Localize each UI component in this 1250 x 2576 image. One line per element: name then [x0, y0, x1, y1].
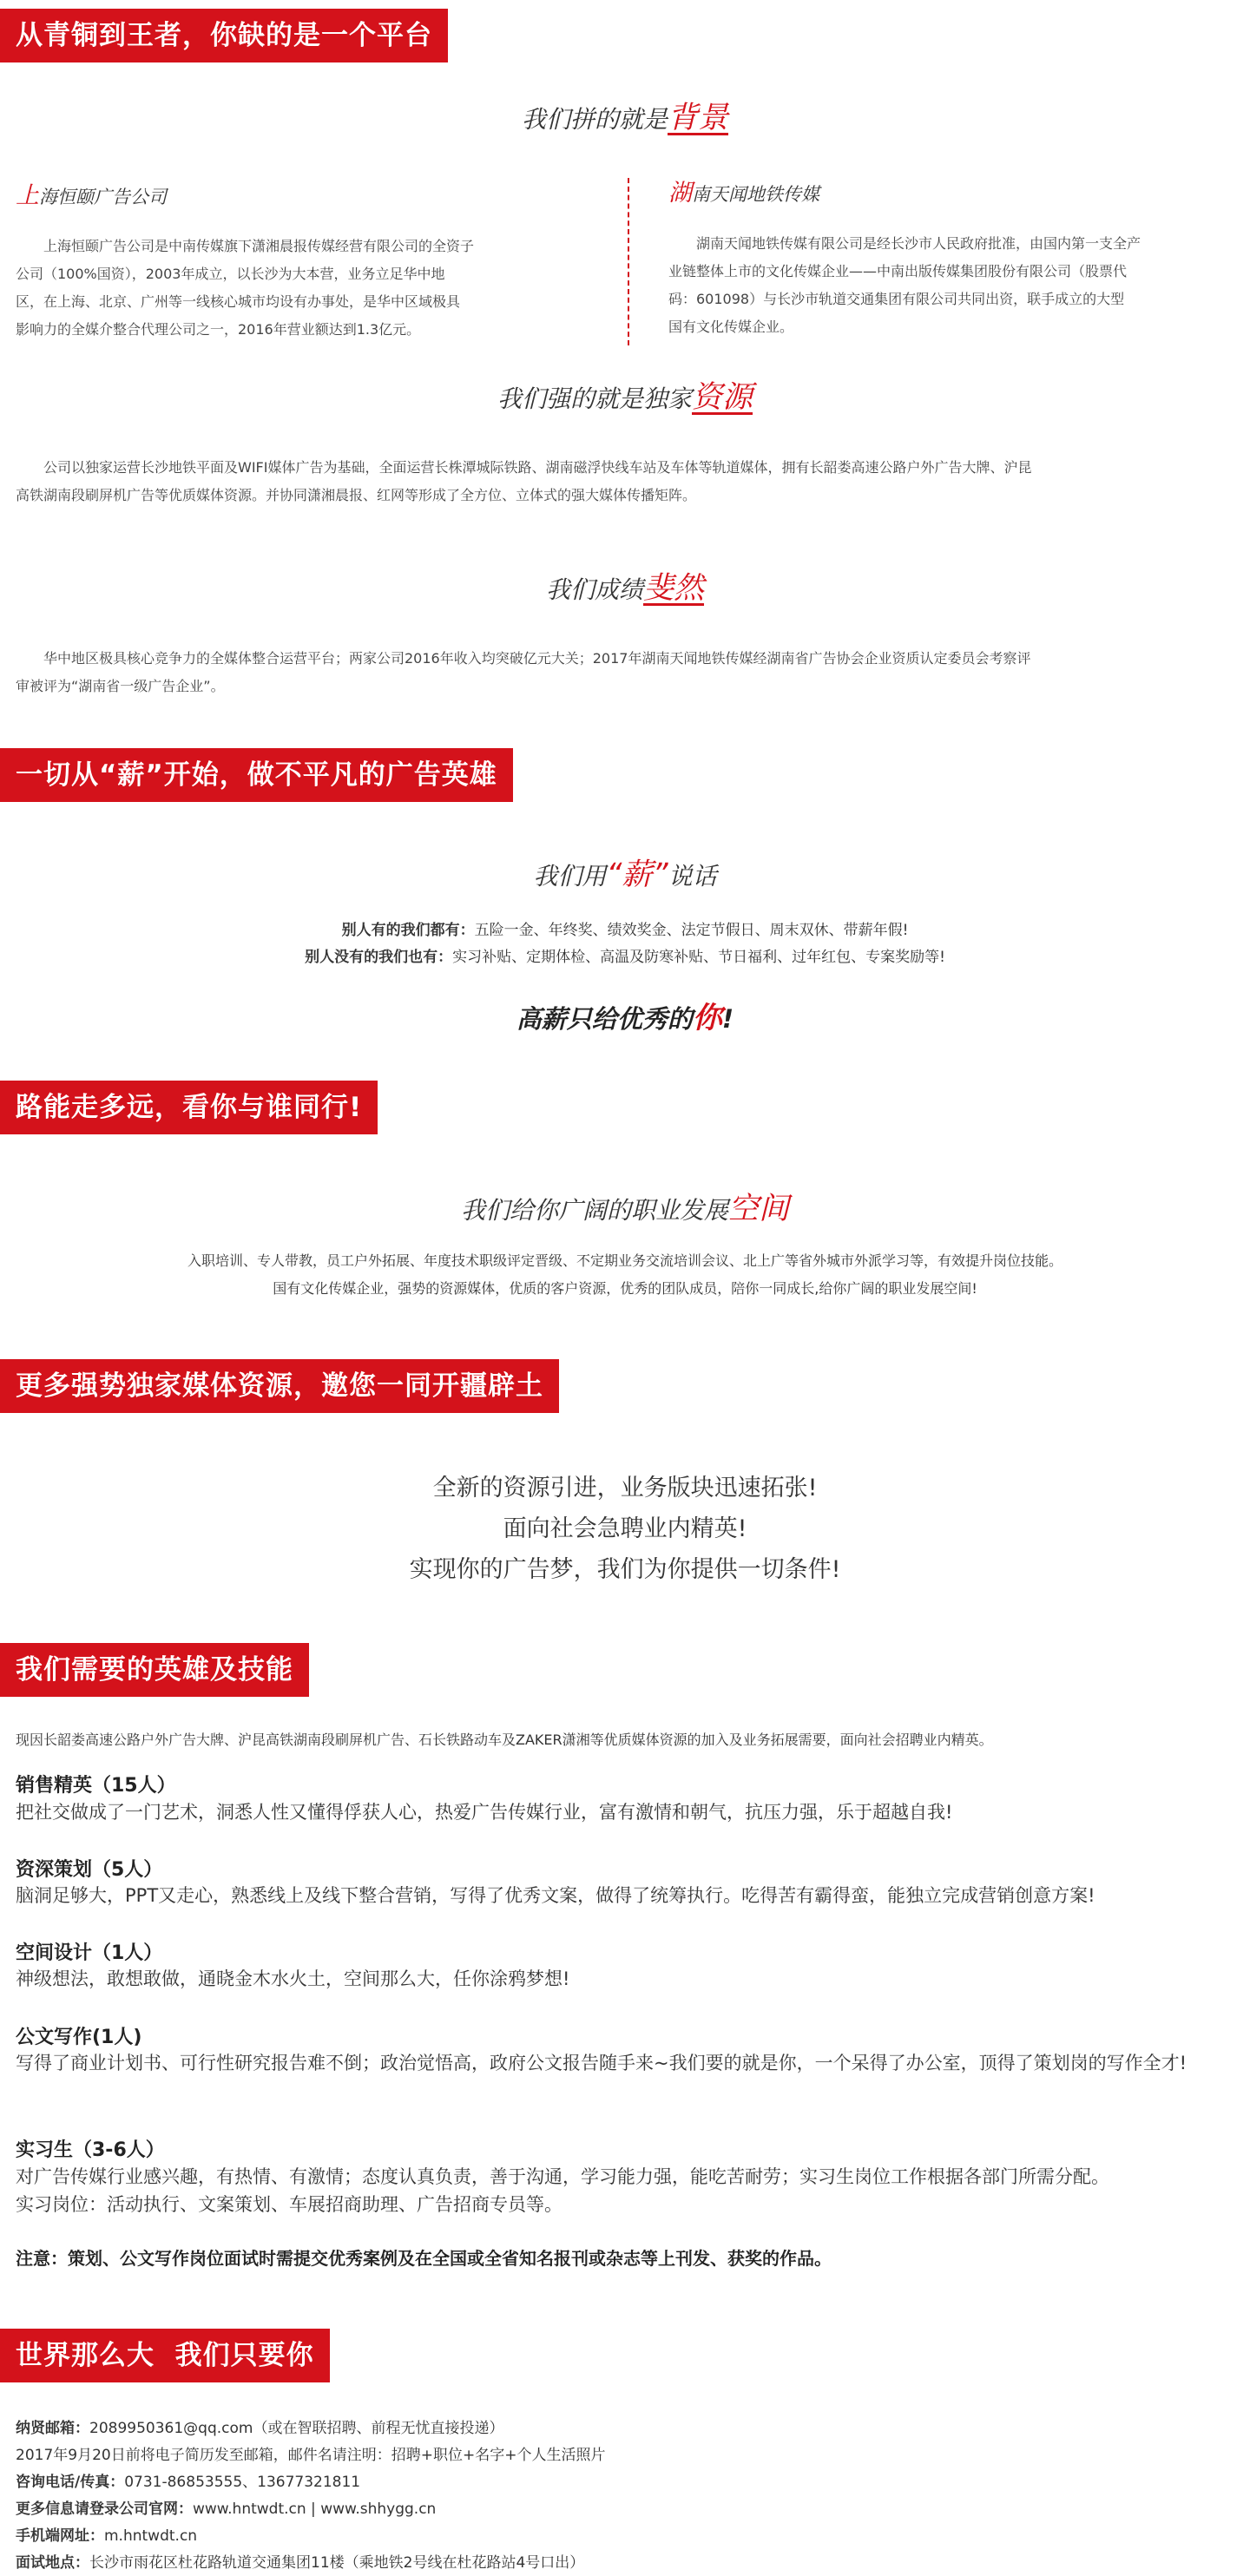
benefits-extra-label: 别人没有的我们也有：	[305, 949, 453, 966]
resource-desc	[16, 454, 1235, 509]
job-sales-title: 销售精英（15人）	[16, 1775, 176, 1797]
contact-website	[16, 2496, 436, 2518]
job-sales-desc: 把社交做成了一门艺术，洞悉人性又懂得俘获人心，热爱广告传媒行业，富有激情和朝气，抗压力强，乐于超越自我!	[16, 1802, 953, 1823]
contact-website-label: 更多信息请登录公司官网：	[16, 2500, 193, 2518]
job-designer-desc: 神级想法，敢想敢做，通晓金木水火土，空间那么大，任你涂鸦梦想!	[16, 1968, 570, 1989]
achievement-title-prefix: 我们成绩	[545, 575, 643, 604]
company-left-line: 上海恒颐广告公司是中南传媒旗下潇湘晨报传媒经营有限公司的全资子	[43, 238, 475, 254]
contact-address	[16, 2550, 584, 2572]
achievement-line: 审被评为“湖南省一级广告企业”。	[16, 678, 225, 694]
salary-title-suffix: 说话	[668, 862, 717, 890]
contact-mobile	[16, 2523, 197, 2545]
resource-title-prefix: 我们强的就是独家	[497, 384, 692, 413]
career-line-2: 国有文化传媒企业，强势的资源媒体，优质的客户资源，优秀的团队成员，陪你一同成长,给你广阔的职业发展空间!	[273, 1280, 977, 1297]
media-line-1: 全新的资源引进，业务版块迅速拓张!	[432, 1475, 818, 1502]
high-salary-prefix: 高薪只给优秀的	[516, 1004, 693, 1034]
job-writer-desc: 写得了商业计划书、可行性研究报告难不倒；政治觉悟高，政府公文报告随手来~我们要的就是你，一个呆得了办公室，顶得了策划岗的写作全才!	[16, 2053, 1188, 2073]
contact-mobile-label: 手机端网址：	[16, 2527, 104, 2545]
benefits-common-label: 别人有的我们都有：	[341, 922, 475, 939]
company-left-name-rest: 海恒颐广告公司	[39, 187, 167, 207]
company-left-line: 区，在上海、北京、广州等一线核心城市均设有办事处，是华中区域极具	[16, 293, 461, 310]
section-banner-contact: 世界那么大 我们只要你	[0, 2329, 330, 2382]
company-left-desc	[16, 233, 576, 344]
company-left-name	[16, 176, 167, 210]
contact-mobile-link[interactable]: m.hntwdt.cn	[104, 2527, 198, 2545]
high-salary-highlight: 你	[692, 1001, 722, 1035]
benefits-common-text: 五险一金、年终奖、绩效奖金、法定节假日、周末双休、带薪年假!	[474, 922, 909, 939]
resource-line: 高铁湖南段刷屏机广告等优质媒体资源。并协同潇湘晨报、红网等形成了全方位、立体式的强大媒体传播矩阵。	[16, 487, 697, 503]
resource-line: 公司以独家运营长沙地铁平面及WIFI媒体广告为基础，全面运营长株潭城际铁路、湖南磁浮快线车站及车体等轨道媒体，拥有长韶娄高速公路户外广告大牌、沪昆	[43, 459, 1032, 476]
background-title	[0, 94, 1250, 137]
job-designer-title: 空间设计（1人）	[16, 1942, 163, 1964]
benefits-common	[0, 917, 1250, 939]
interview-note: 注意：策划、公文写作岗位面试时需提交优秀案例及在全国或全省知名报刊或杂志等上刊发、获奖的作品。	[16, 2248, 832, 2269]
company-divider	[628, 178, 629, 345]
company-right-line: 业链整体上市的文化传媒企业——中南出版传媒集团股份有限公司（股票代	[668, 263, 1128, 279]
background-title-highlight: 背景	[668, 101, 729, 135]
section-banner-platform: 从青铜到王者，你缺的是一个平台	[0, 9, 448, 62]
contact-phone-label: 咨询电话/传真：	[16, 2474, 125, 2491]
job-intern-title: 实习生（3-6人）	[16, 2139, 165, 2161]
achievement-line: 华中地区极具核心竞争力的全媒体整合运营平台；两家公司2016年收入均突破亿元大关；2017年湖南天闻地铁传媒经湖南省广告协会企业资质认定委员会考察评	[43, 650, 1031, 667]
salary-title-highlight: “薪”	[606, 858, 668, 892]
job-writer-title: 公文写作(1人)	[16, 2027, 142, 2048]
background-title-prefix: 我们拼的就是	[521, 105, 668, 134]
company-right-line: 国有文化传媒企业。	[668, 319, 794, 335]
resource-title-highlight: 资源	[692, 380, 753, 415]
career-line-1: 入职培训、专人带教，员工户外拓展、年度技术职级评定晋级、不定期业务交流培训会议、北上广等省外城市外派学习等，有效提升岗位技能。	[187, 1252, 1062, 1269]
company-right-name-rest: 南天闻地铁传媒	[692, 184, 819, 205]
job-intern-positions: 实习岗位：活动执行、文案策划、车展招商助理、广告招商专员等。	[16, 2194, 562, 2215]
media-line-3: 实现你的广告梦，我们为你提供一切条件!	[409, 1556, 841, 1583]
contact-email-note: 2017年9月20日前将电子简历发至邮箱，邮件名请注明：招聘+职位+名字+个人生活照片	[16, 2447, 606, 2464]
career-title-highlight: 空间	[728, 1192, 790, 1226]
contact-email-value[interactable]: 2089950361@qq.com（或在智联招聘、前程无忧直接投递）	[89, 2420, 504, 2437]
section-banner-career: 路能走多远，看你与谁同行!	[0, 1081, 378, 1134]
company-right-line: 湖南天闻地铁传媒有限公司是经长沙市人民政府批准，由国内第一支全产	[696, 235, 1141, 252]
salary-title-prefix: 我们用	[533, 862, 607, 890]
achievement-title-highlight: 斐然	[643, 571, 705, 606]
contact-address-value: 长沙市雨花区杜花路轨道交通集团11楼（乘地铁2号线在杜花路站4号口出）	[89, 2554, 585, 2572]
contact-email	[16, 2415, 503, 2437]
job-planner-title: 资深策划（5人）	[16, 1859, 163, 1881]
contact-phone	[16, 2469, 360, 2491]
resource-title	[0, 373, 1250, 417]
achievement-title	[0, 564, 1250, 608]
positions-intro: 现因长韶娄高速公路户外广告大牌、沪昆高铁湖南段刷屏机广告、石长铁路动车及ZAKER潇湘等优质媒体资源的加入及业务拓展需要，面向社会招聘业内精英。	[16, 1732, 993, 1748]
contact-phone-value[interactable]: 0731-86853555、13677321811	[124, 2474, 361, 2491]
career-title	[0, 1185, 1250, 1228]
section-banner-salary: 一切从“薪”开始，做不平凡的广告英雄	[0, 748, 513, 802]
company-left-line: 公司（100%国资），2003年成立，以长沙为大本营，业务立足华中地	[16, 266, 445, 282]
company-right-name-first: 湖	[668, 180, 692, 207]
job-planner-desc: 脑洞足够大，PPT又走心，熟悉线上及线下整合营销，写得了优秀文案，做得了统筹执行。吃得苦有霸得蛮，能独立完成营销创意方案!	[16, 1885, 1095, 1906]
company-left-line: 影响力的全媒介整合代理公司之一，2016年营业额达到1.3亿元。	[16, 321, 421, 338]
salary-title	[0, 851, 1250, 894]
job-intern-desc: 对广告传媒行业感兴趣，有热情、有激情；态度认真负责，善于沟通，学习能力强，能吃苦耐劳；实习生岗位工作根据各部门所需分配。	[16, 2166, 1109, 2187]
contact-email-label: 纳贤邮箱：	[16, 2420, 89, 2437]
benefits-extra	[0, 944, 1250, 966]
contact-address-label: 面试地点：	[16, 2554, 89, 2572]
media-line-2: 面向社会急聘业内精英!	[503, 1515, 747, 1542]
benefits-extra-text: 实习补贴、定期体检、高温及防寒补贴、节日福利、过年红包、专案奖励等!	[452, 949, 945, 966]
company-right-line: 码：601098）与长沙市轨道交通集团有限公司共同出资，联手成立的大型	[668, 291, 1125, 307]
career-title-prefix: 我们给你广阔的职业发展	[460, 1196, 728, 1225]
company-right-name	[668, 174, 819, 207]
achievement-desc	[16, 645, 1235, 700]
contact-website-link[interactable]: www.hntwdt.cn | www.shhygg.cn	[193, 2500, 437, 2518]
section-banner-media: 更多强势独家媒体资源，邀您一同开疆辟土	[0, 1359, 559, 1413]
high-salary-slogan	[0, 994, 1250, 1036]
high-salary-suffix: !	[721, 1004, 734, 1034]
company-right-desc	[668, 230, 1237, 341]
company-left-name-first: 上	[16, 182, 39, 209]
section-banner-positions: 我们需要的英雄及技能	[0, 1643, 309, 1697]
